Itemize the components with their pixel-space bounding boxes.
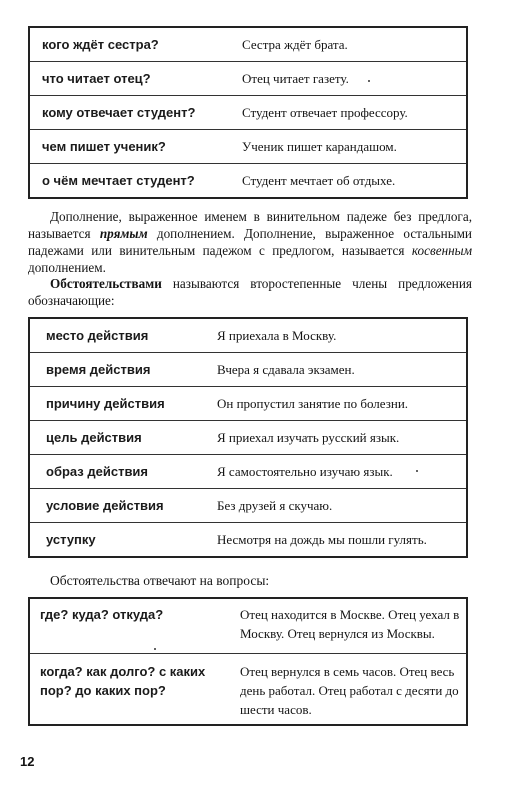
example-cell: Я приехала в Москву.: [217, 327, 337, 343]
example-cell: Студент мечтает об отдыхе.: [232, 164, 467, 199]
example-cell: Отец вернулся в семь часов. Отец весь день работал. Отец работал с десяти до шести часов.: [232, 654, 467, 726]
table-row: [29, 164, 467, 199]
type-cell: причину действия: [29, 387, 207, 421]
type-cell: время действия: [29, 353, 207, 387]
text-span: дополнением.: [28, 260, 106, 275]
example-cell: Без друзей я скучаю.: [207, 489, 467, 523]
table-row: [29, 387, 467, 421]
type-cell: место действия: [46, 328, 149, 343]
table-row: [29, 654, 467, 726]
question-cell: о чём мечтает студент?: [29, 164, 232, 199]
example-cell: Ученик пишет карандашом.: [232, 130, 467, 164]
term-direct: прямым: [99, 226, 148, 241]
scan-speck: [154, 648, 156, 650]
example-cell: Отец находится в Москве. Отец уехал в Москву. Отец вернулся из Москвы.: [240, 607, 460, 641]
questions-cell: когда? как долго? с каких пор? до каких пор?: [29, 654, 232, 726]
table-row: [29, 96, 467, 130]
table-row: [29, 27, 467, 62]
example-cell: Он пропустил занятие по болезни.: [207, 387, 467, 421]
term-adverbials: Обстоятельствами: [50, 276, 162, 291]
type-cell: уступку: [29, 523, 207, 558]
question-cell: что читает отец?: [29, 62, 232, 96]
text-span: называются второстепенные члены предложения обозначающие:: [28, 276, 472, 308]
table-row: [29, 455, 467, 489]
table-row: [29, 130, 467, 164]
question-cell: кого ждёт сестра?: [42, 37, 159, 52]
adverbial-types-table: [28, 317, 468, 558]
table-row: [29, 523, 467, 558]
questions-cell: где? куда? откуда?: [40, 607, 164, 622]
table-row: [29, 598, 467, 654]
objects-paragraph: [28, 208, 472, 276]
table-row: [29, 489, 467, 523]
type-cell: цель действия: [29, 421, 207, 455]
page-number: 12: [20, 754, 35, 769]
example-cell: Сестра ждёт брата.: [242, 36, 348, 52]
type-cell: условие действия: [29, 489, 207, 523]
scan-speck: [416, 470, 418, 472]
table-row: [29, 353, 467, 387]
table-row: [29, 421, 467, 455]
scan-speck: [368, 80, 370, 82]
adverbial-questions-table: [28, 597, 468, 726]
table-row: [29, 318, 467, 353]
example-cell: Отец читает газету.: [232, 62, 467, 96]
text-span: Дополнение, выраженное именем в винительном падеже без предлога, называется: [28, 209, 472, 241]
example-cell: Студент отвечает профессору.: [232, 96, 467, 130]
text-span: дополнением. Дополнение, выраженное остальными падежами или винительным падежом с предлогом, называется: [28, 226, 472, 258]
type-cell: образ действия: [29, 455, 207, 489]
example-cell: Я самостоятельно изучаю язык.: [207, 455, 467, 489]
table-row: [29, 62, 467, 96]
term-indirect: косвенным: [411, 243, 472, 258]
object-questions-table: [28, 26, 468, 199]
example-cell: Я приехал изучать русский язык.: [207, 421, 467, 455]
questions-intro: Обстоятельства отвечают на вопросы:: [50, 573, 270, 588]
example-cell: Несмотря на дождь мы пошли гулять.: [207, 523, 467, 558]
question-cell: кому отвечает студент?: [29, 96, 232, 130]
question-cell: чем пишет ученик?: [29, 130, 232, 164]
adverbials-paragraph: [28, 275, 472, 309]
example-cell: Вчера я сдавала экзамен.: [207, 353, 467, 387]
